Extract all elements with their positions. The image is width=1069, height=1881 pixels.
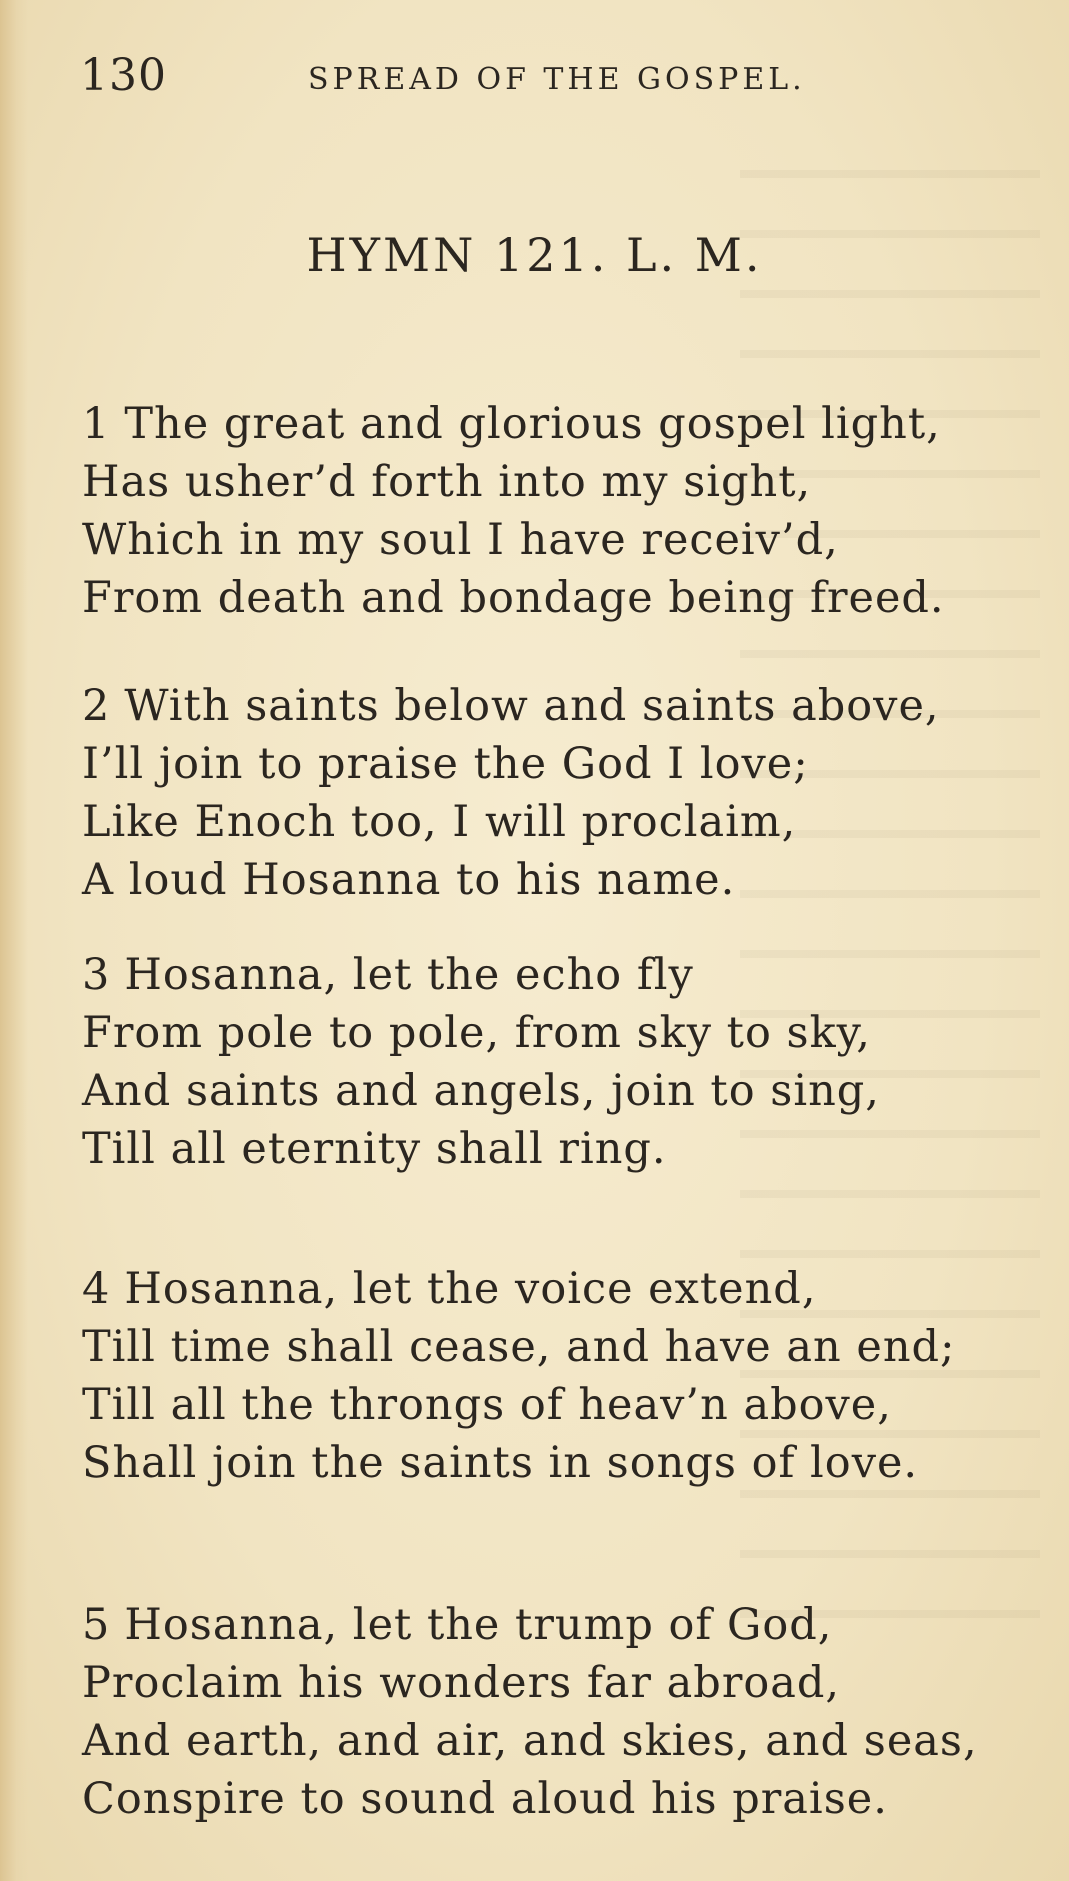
stanza-line: Till all eternity shall ring. [82,1124,667,1174]
page-header [80,50,980,110]
stanza-line: Has usher’d forth into my sight, [82,457,812,507]
stanza-5 [82,1596,1042,1828]
line-text: Hosanna, let the voice extend, [124,1264,817,1314]
line-text: With saints below and saints above, [124,681,940,731]
stanza-line [82,395,1042,453]
stanza-line: Till time shall cease, and have an end; [82,1322,956,1372]
stanza-1 [82,395,1042,627]
stanza-4 [82,1260,1042,1492]
stanza-2 [82,677,1042,909]
stanza-line: Which in my soul I have receiv’d, [82,515,839,565]
stanza-line [82,946,1042,1004]
stanza-number: 1 [82,399,111,449]
page-edge-shading [0,0,28,1881]
stanza-line: Conspire to sound aloud his praise. [82,1774,888,1824]
stanza-line: Like Enoch too, I will proclaim, [82,797,797,847]
line-text: The great and glorious gospel light, [124,399,941,449]
stanza-line: From pole to pole, from sky to sky, [82,1008,871,1058]
stanza-line: And saints and angels, join to sing, [82,1066,880,1116]
line-text: Hosanna, let the echo fly [124,950,694,1000]
stanza-line: A loud Hosanna to his name. [82,855,736,905]
stanza-number: 5 [82,1600,111,1650]
stanza-number: 3 [82,950,111,1000]
stanza-line [82,1596,1042,1654]
stanza-line: Proclaim his wonders far abroad, [82,1658,841,1708]
stanza-line: Shall join the saints in songs of love. [82,1438,919,1488]
stanza-line [82,1260,1042,1318]
stanza-line: From death and bondage being freed. [82,573,945,623]
stanza-line [82,677,1042,735]
stanza-3 [82,946,1042,1178]
line-text: Hosanna, let the trump of God, [124,1600,833,1650]
stanza-line: Till all the throngs of heav’n above, [82,1380,892,1430]
stanza-line: And earth, and air, and skies, and seas, [82,1716,978,1766]
stanza-line: I’ll join to praise the God I love; [82,739,809,789]
stanza-number: 2 [82,681,111,731]
hymn-title: HYMN 121. L. M. [306,228,763,282]
page-number: 130 [80,50,167,101]
stanza-number: 4 [82,1264,111,1314]
running-head: SPREAD OF THE GOSPEL. [308,62,806,97]
